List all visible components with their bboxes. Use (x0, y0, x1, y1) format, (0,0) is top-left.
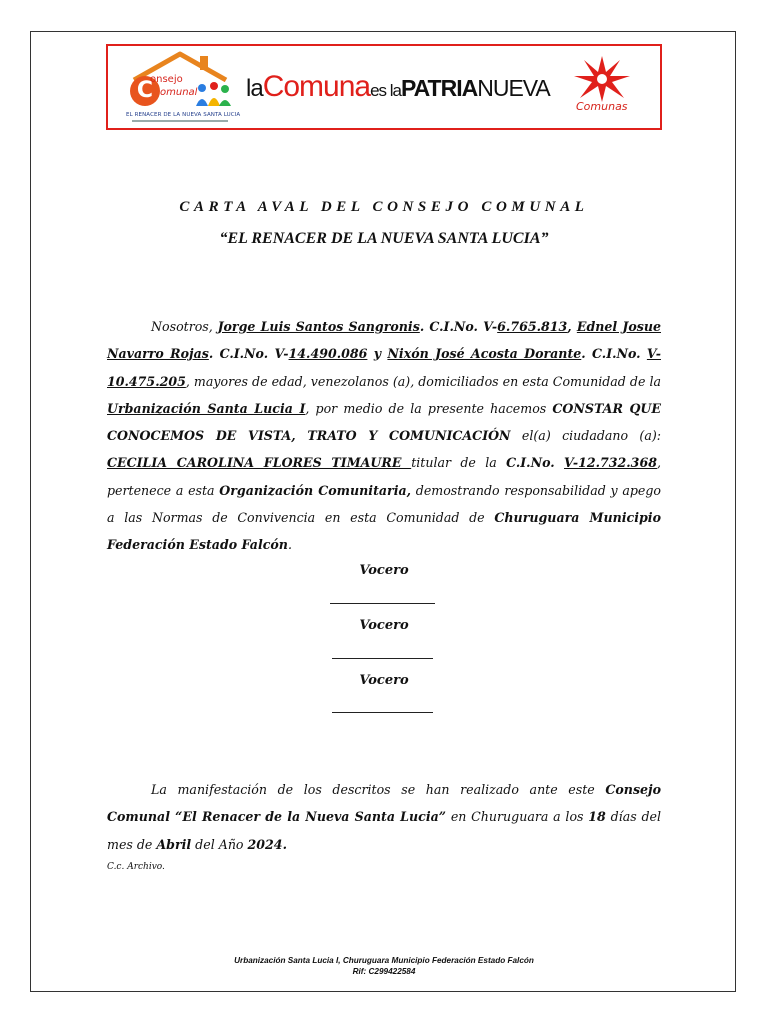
ci-label: C.I.No. (506, 455, 555, 471)
community-name: Urbanización Santa Lucia I (107, 400, 306, 416)
cc-tagline-underline (132, 120, 228, 122)
closing-paragraph (107, 776, 661, 858)
text-segment: , mayores de edad, venezolanos (a), domiciliados en esta Comunidad de la (185, 373, 661, 389)
text-segment: . (287, 537, 292, 553)
document-title: CARTA AVAL DEL CONSEJO COMUNAL (179, 199, 589, 215)
person3-name: Nixón José Acosta Dorante (387, 346, 582, 362)
person2-name: Ednel Josue Navarro Rojas (107, 319, 661, 362)
citizen-ci: V-12.732.368 (564, 455, 657, 471)
header-banner (106, 44, 662, 130)
text-segment: Nosotros, (151, 319, 218, 334)
main-paragraph (107, 313, 661, 559)
person1-name: Jorge Luis Santos Sangronis (217, 319, 420, 334)
location-name: Churuguara Municipio Federación Estado Falcón (107, 510, 661, 553)
text-segment: y (367, 346, 388, 362)
slogan (246, 72, 550, 107)
text-segment: . C.I.No. V- (208, 346, 289, 362)
slogan-nueva: NUEVA (477, 75, 550, 101)
text-segment: el(a) ciudadano (a): (510, 428, 662, 444)
person3-ci: V-10.475.205 (107, 346, 661, 389)
text-segment: . C.I.No. (581, 346, 647, 362)
slogan-la: la (246, 75, 263, 102)
organization-label: Organización Comunitaria, (219, 482, 412, 498)
slogan-patria: PATRIA (401, 75, 478, 101)
cc-archivo: C.c. Archivo. (107, 862, 165, 872)
people-figures-icon (194, 80, 232, 110)
cc-letter-c: C (130, 76, 160, 106)
signature-label: Vocero (359, 673, 409, 688)
text-segment: La manifestación de los descritos se han realizado ante este (151, 782, 606, 797)
consejo-comunal-logo (124, 50, 241, 126)
closing-year: 2024. (247, 836, 287, 852)
slogan-comuna: Comuna (262, 70, 371, 103)
signature-label: Vocero (359, 618, 409, 633)
footer-rif: Rif: C299422584 (352, 967, 416, 976)
text-segment: , por medio de la presente hacemos (305, 400, 553, 416)
star-burst-icon (572, 54, 632, 104)
text-segment: del Año (191, 836, 248, 852)
council-name: Consejo Comunal “El Renacer de la Nueva Santa Lucia” (107, 782, 661, 825)
person1-ci: 6.765.813 (497, 319, 568, 334)
signature-label: Vocero (359, 563, 409, 578)
signature-line (330, 603, 435, 604)
signature-line (332, 658, 433, 659)
text-segment: en Churuguara a los (446, 809, 589, 825)
closing-day: 18 (588, 809, 606, 825)
text-segment (555, 455, 564, 470)
slogan-es-la: es la (370, 81, 402, 100)
text-segment: , (567, 319, 577, 334)
footer-address: Urbanización Santa Lucia I, Churuguara Municipio Federación Estado Falcón (234, 956, 534, 965)
comunas-word: Comunas (576, 100, 628, 113)
person2-ci: 14.490.086 (288, 346, 368, 362)
document-subtitle: “EL RENACER DE LA NUEVA SANTA LUCIA” (219, 230, 549, 247)
text-segment: . C.I.No. V- (419, 319, 498, 334)
cc-word-omunal: omunal (160, 87, 198, 98)
citizen-name: CECILIA CAROLINA FLORES TIMAURE (107, 455, 412, 471)
closing-month: Abril (156, 836, 192, 852)
text-segment: demostrando responsabilidad y apego a las Normas de Convivencia en esta Comunidad de (107, 482, 661, 526)
comunas-logo (566, 54, 638, 124)
text-segment: titular de la (411, 455, 507, 471)
text-segment: días del mes de (107, 809, 661, 852)
signature-line (332, 712, 433, 713)
cc-word-onsejo: onsejo (150, 74, 183, 85)
cc-tagline: EL RENACER DE LA NUEVA SANTA LUCIA (126, 112, 241, 118)
constar-statement: CONSTAR QUE CONOCEMOS DE VISTA, TRATO Y COMUNICACIÓN (107, 400, 661, 444)
text-segment: , pertenece a esta (107, 455, 661, 498)
